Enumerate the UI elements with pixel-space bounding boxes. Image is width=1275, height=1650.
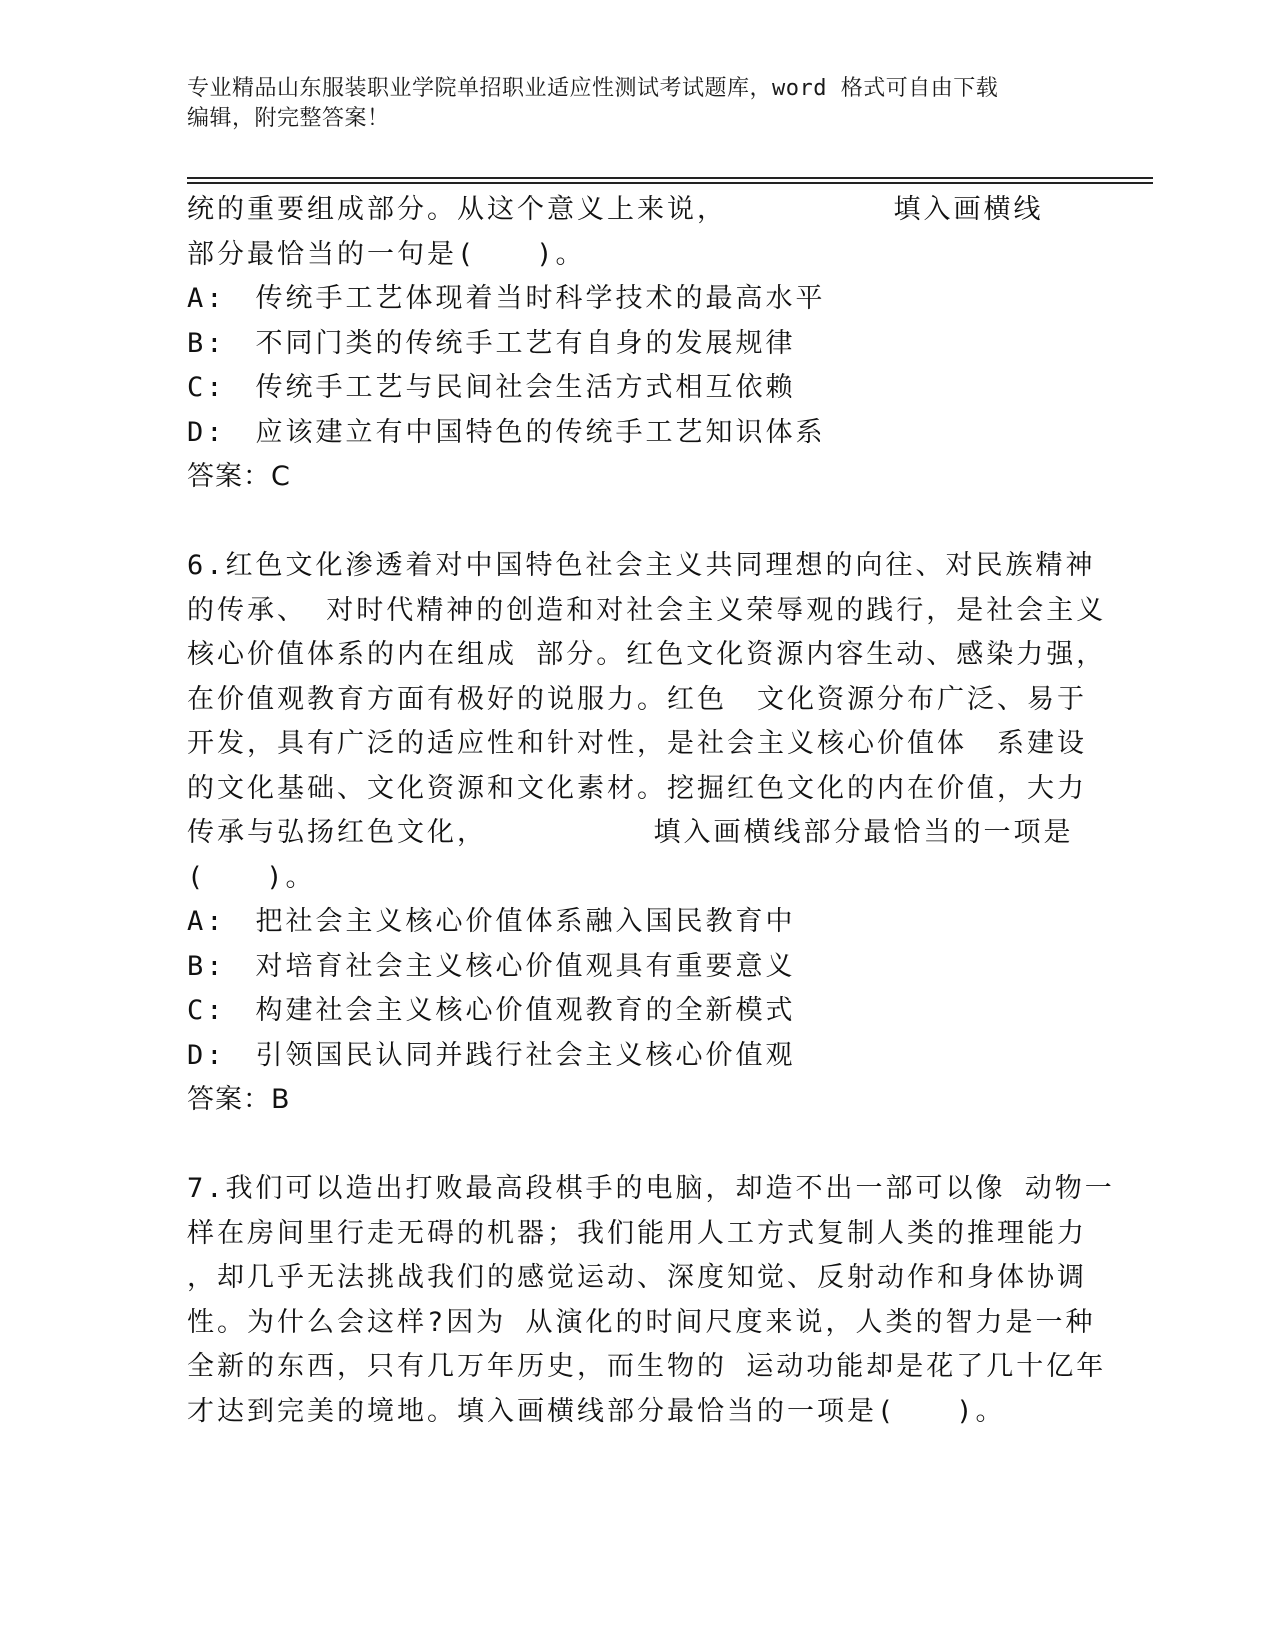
question-text-line: 核心价值体系的内在组成 部分。红色文化资源内容生动、感染力强， [187, 639, 1107, 670]
question-text-line: ，却几乎无法挑战我们的感觉运动、深度知觉、反射动作和身体协调 [187, 1262, 1087, 1293]
option-d: D: 应该建立有中国特色的传统手工艺知识体系 [187, 416, 826, 448]
question-text-line: 传承与弘扬红色文化， 填入画横线部分最恰当的一项是 [187, 817, 1074, 848]
spacer [187, 500, 1087, 545]
option-b: B: 对培育社会主义核心价值观具有重要意义 [187, 950, 796, 982]
spacer [187, 1123, 1087, 1168]
question-text-line: 6.红色文化渗透着对中国特色社会主义共同理想的向往、对民族精神 [187, 550, 1096, 581]
option-a: A: 传统手工艺体现着当时科学技术的最高水平 [187, 283, 826, 314]
question-text-line: 开发，具有广泛的适应性和针对性，是社会主义核心价值体 系建设 [187, 728, 1087, 759]
header-line-2: 编辑，附完整答案！ [187, 106, 390, 131]
question-text-line: 性。为什么会这样?因为 从演化的时间尺度来说，人类的智力是一种 [187, 1306, 1096, 1338]
question-6 [187, 544, 1107, 1123]
question-text-line: 部分最恰当的一句是( )。 [187, 238, 586, 270]
answer-line: 答案：C [187, 461, 291, 492]
option-a: A: 把社会主义核心价值体系融入国民教育中 [187, 906, 796, 937]
document-body [187, 188, 1115, 1434]
header-divider [187, 177, 1153, 179]
header-divider-thin [187, 182, 1153, 184]
question-text-line: 的传承、 对时代精神的创造和对社会主义荣辱观的践行，是社会主义 [187, 594, 1107, 626]
question-text-line: 全新的东西，只有几万年历史，而生物的 运动功能却是花了几十亿年 [187, 1351, 1107, 1382]
question-text-line: 的文化基础、文化资源和文化素材。挖掘红色文化的内在价值，大力 [187, 772, 1087, 804]
question-text-line: 样在房间里行走无碍的机器；我们能用人工方式复制人类的推理能力 [187, 1217, 1087, 1249]
option-b: B: 不同门类的传统手工艺有自身的发展规律 [187, 327, 796, 359]
answer-line: 答案：B [187, 1084, 291, 1115]
document-header [187, 74, 1067, 134]
option-d: D: 引领国民认同并践行社会主义核心价值观 [187, 1039, 796, 1071]
question-text-line: 在价值观教育方面有极好的说服力。红色 文化资源分布广泛、易于 [187, 683, 1087, 715]
header-line-1: 专业精品山东服装职业学院单招职业适应性测试考试题库，word 格式可自由下载 [187, 76, 999, 101]
question-text-line: ( )。 [187, 861, 316, 893]
question-text-line: 才达到完美的境地。填入画横线部分最恰当的一项是( )。 [187, 1395, 1006, 1427]
question-text-line: 7.我们可以造出打败最高段棋手的电脑，却造不出一部可以像 动物一 [187, 1173, 1115, 1204]
question-text-line: 统的重要组成部分。从这个意义上来说， 填入画横线 [187, 194, 1044, 225]
question-7 [187, 1167, 1115, 1434]
question-5 [187, 188, 1087, 500]
option-c: C: 构建社会主义核心价值观教育的全新模式 [187, 995, 796, 1026]
option-c: C: 传统手工艺与民间社会生活方式相互依赖 [187, 372, 796, 403]
